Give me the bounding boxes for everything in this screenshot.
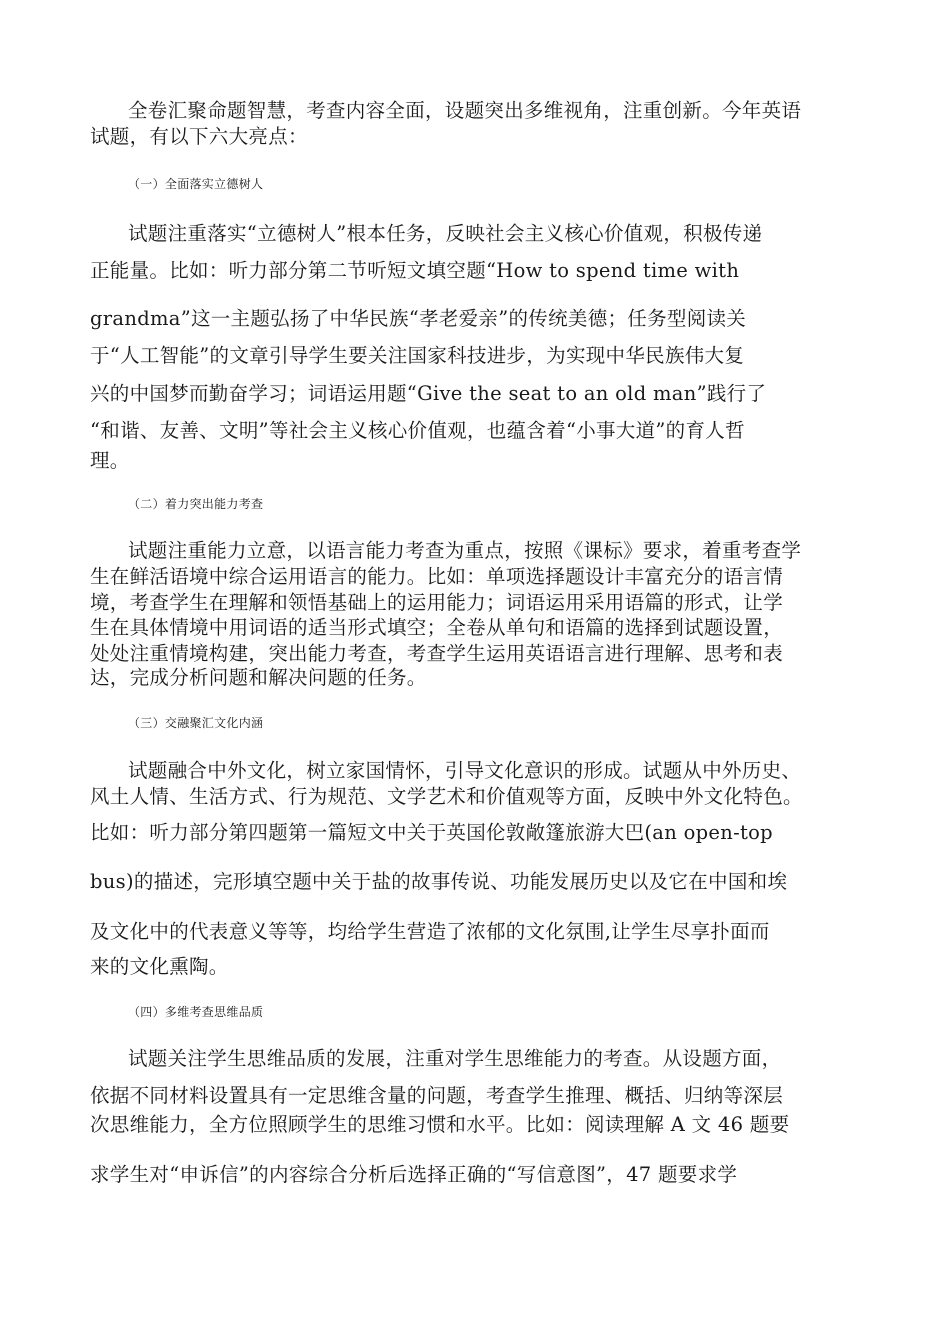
paragraph-line: 风土人情、生活方式、行为规范、文学艺术和价值观等方面，反映中外文化特色。 xyxy=(90,785,803,808)
paragraph-line: 处处注重情境构建，突出能力考查，考查学生运用英语语言进行理解、思考和表 xyxy=(90,642,784,665)
paragraph-line: 依据不同材料设置具有一定思维含量的问题，考查学生推理、概括、归纳等深层 xyxy=(90,1084,784,1107)
paragraph-line: 于“人工智能”的文章引导学生要关注国家科技进步，为实现中华民族伟大复 xyxy=(90,344,745,367)
paragraph-line: 生在鲜活语境中综合运用语言的能力。比如：单项选择题设计丰富充分的语言情 xyxy=(90,565,784,588)
paragraph-line: “和谐、友善、文明”等社会主义核心价值观，也蕴含着“小事大道”的育人哲 xyxy=(90,419,745,442)
paragraph-line: 理。 xyxy=(90,449,130,472)
paragraph-line: 正能量。比如：听力部分第二节听短文填空题“How to spend time with xyxy=(90,259,740,282)
section-heading: （四）多维考查思维品质 xyxy=(128,1005,264,1019)
paragraph-line: 生在具体情境中用词语的适当形式填空；全卷从单句和语篇的选择到试题设置， xyxy=(90,616,784,639)
paragraph-line: grandma”这一主题弘扬了中华民族“孝老爱亲”的传统美德；任务型阅读关 xyxy=(90,307,747,330)
paragraph-line: 兴的中国梦而勤奋学习；词语运用题“Give the seat to an old man”践行了 xyxy=(90,382,767,405)
section-heading: （一）全面落实立德树人 xyxy=(128,177,264,191)
section-heading: （三）交融聚汇文化内涵 xyxy=(128,716,264,730)
paragraph-line: 及文化中的代表意义等等，均给学生营造了浓郁的文化氛围,让学生尽享扑面而 xyxy=(90,920,770,943)
section-heading: （二）着力突出能力考查 xyxy=(128,497,264,511)
paragraph-line: 试题，有以下六大亮点： xyxy=(90,125,308,148)
paragraph-line: 试题注重落实“立德树人”根本任务，反映社会主义核心价值观，积极传递 xyxy=(128,222,763,245)
paragraph-line: 试题关注学生思维品质的发展，注重对学生思维能力的考查。从设题方面， xyxy=(128,1047,782,1070)
paragraph-line: 次思维能力，全方位照顾学生的思维习惯和水平。比如：阅读理解 A 文 46 题要 xyxy=(90,1113,790,1136)
paragraph-line: 全卷汇聚命题智慧，考查内容全面，设题突出多维视角，注重创新。今年英语 xyxy=(128,99,802,122)
paragraph-line: 境，考查学生在理解和领悟基础上的运用能力；词语运用采用语篇的形式，让学 xyxy=(90,591,784,614)
paragraph-line: 来的文化熏陶。 xyxy=(90,955,229,978)
paragraph-line: 求学生对“申诉信”的内容综合分析后选择正确的“写信意图”，47 题要求学 xyxy=(90,1163,738,1186)
paragraph-line: 比如：听力部分第四题第一篇短文中关于英国伦敦敞篷旅游大巴(an open-top xyxy=(90,821,773,844)
paragraph-line: bus)的描述，完形填空题中关于盐的故事传说、功能发展历史以及它在中国和埃 xyxy=(90,870,788,893)
paragraph-line: 达，完成分析问题和解决问题的任务。 xyxy=(90,666,427,689)
paragraph-line: 试题注重能力立意，以语言能力考查为重点，按照《课标》要求，着重考查学 xyxy=(128,539,802,562)
paragraph-line: 试题融合中外文化，树立家国情怀，引导文化意识的形成。试题从中外历史、 xyxy=(128,759,802,782)
